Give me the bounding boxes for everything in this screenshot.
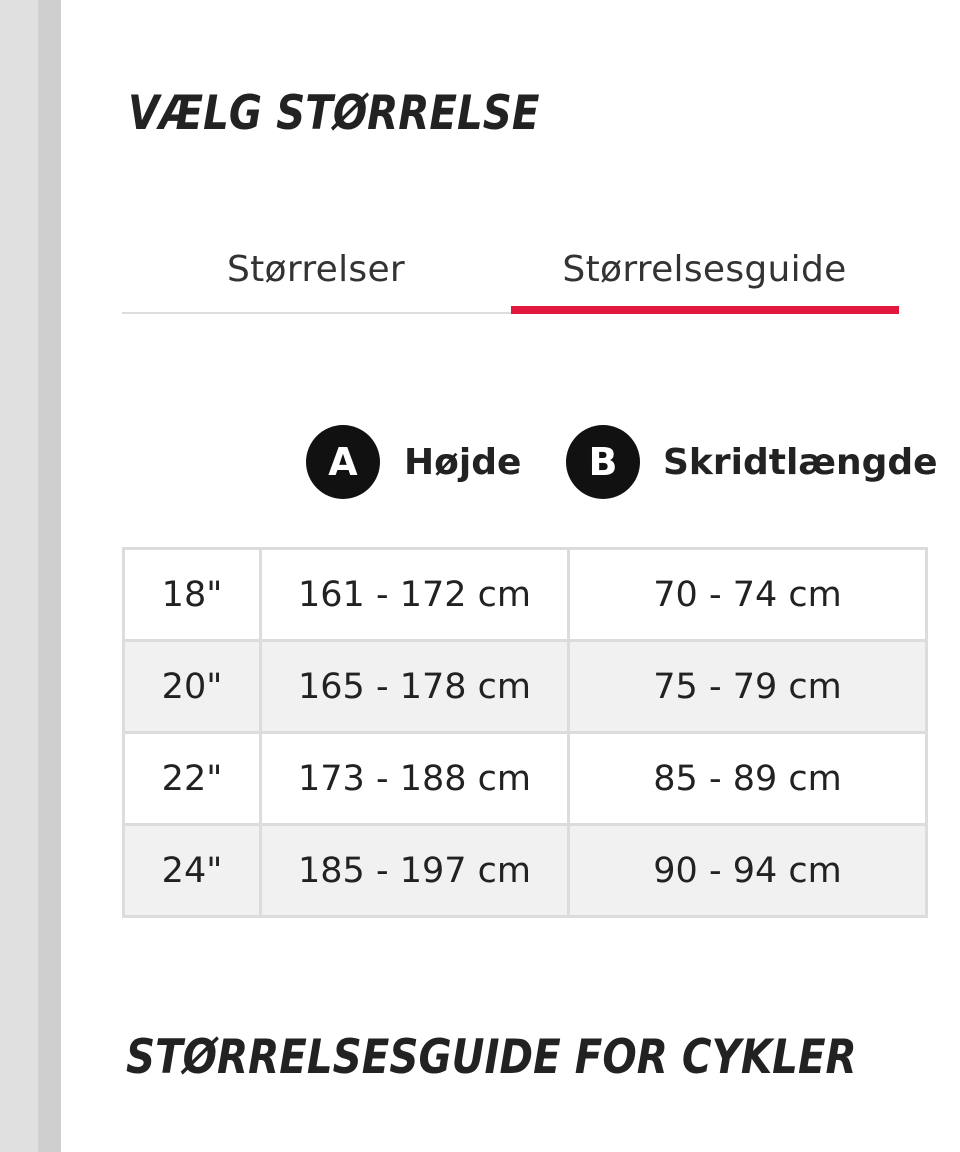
frame-size-cell: 24" [124,825,261,917]
height-range-cell: 185 - 197 cm [261,825,569,917]
page-title: VÆLG STØRRELSE [128,86,540,141]
table-row [124,641,927,733]
frame-size-cell: 20" [124,641,261,733]
height-range-cell: 161 - 172 cm [261,549,569,641]
inseam-range-cell: 85 - 89 cm [569,733,927,825]
size-tabs [122,225,899,315]
height-range-cell: 165 - 178 cm [261,641,569,733]
section-title: STØRRELSESGUIDE FOR CYKLER [126,1030,857,1085]
table-row [124,549,927,641]
frame-size-cell: 18" [124,549,261,641]
side-strip-outer [0,0,38,1152]
active-tab-indicator [511,306,899,314]
legend-inseam-label: Skridtlængde [663,441,938,483]
height-range-cell: 173 - 188 cm [261,733,569,825]
legend-a-badge: A [306,425,380,499]
size-guide-table [122,547,928,918]
table-row [124,733,927,825]
inseam-range-cell: 75 - 79 cm [569,641,927,733]
legend-b-badge: B [566,425,640,499]
side-strip-inner [38,0,61,1152]
frame-size-cell: 22" [124,733,261,825]
tab-size-guide[interactable]: Størrelsesguide [562,248,847,290]
tab-sizes[interactable]: Størrelser [226,248,406,290]
legend-height-label: Højde [404,441,522,483]
measurement-legend [306,425,946,499]
inseam-range-cell: 70 - 74 cm [569,549,927,641]
table-row [124,825,927,917]
inseam-range-cell: 90 - 94 cm [569,825,927,917]
